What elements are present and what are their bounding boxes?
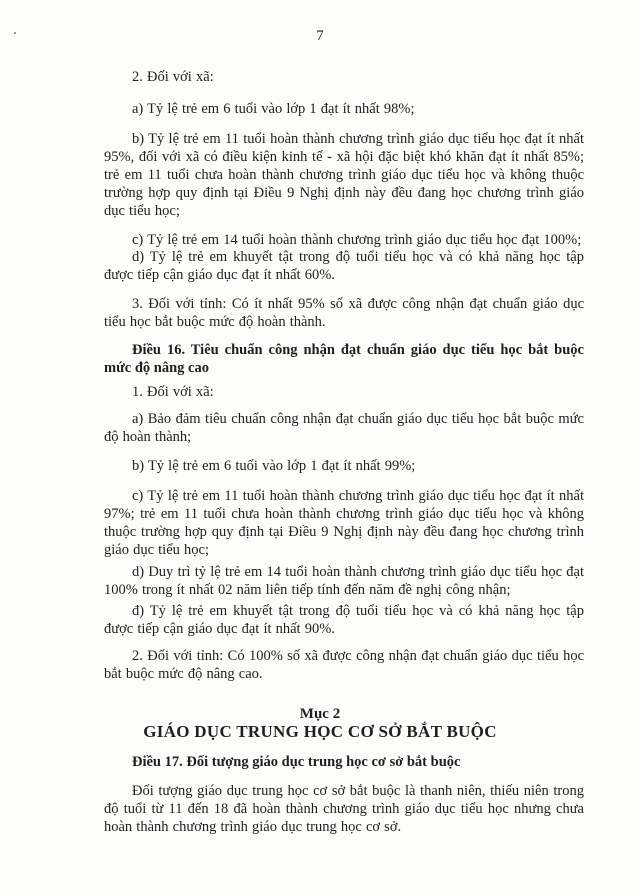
paragraph-doi-voi-xa: 2. Đối với xã: [132, 69, 214, 85]
paragraph-dd-2: đ) Tỷ lệ trẻ em khuyết tật trong độ tuổi tiểu học và có khả năng học tập được tiếp cận giáo dục đạt ít nhất 90%. [104, 603, 584, 637]
paragraph-2-doi-voi-tinh: 2. Đối với tỉnh: Có 100% số xã được công nhận đạt chuẩn giáo dục tiểu học bắt buộc mức độ nâng cao. [104, 648, 584, 682]
article-16-heading: Điều 16. Tiêu chuẩn công nhận đạt chuẩn giáo dục tiểu học bắt buộc mức độ nâng cao [104, 342, 584, 376]
paragraph-doi-voi-tinh: 3. Đối với tỉnh: Có ít nhất 95% số xã được công nhận đạt chuẩn giáo dục tiểu học bắt buộc mức độ hoàn thành. [104, 296, 584, 330]
paragraph-b: b) Tỷ lệ trẻ em 11 tuổi hoàn thành chương trình giáo dục tiểu học đạt ít nhất 95%, đối với xã có điều kiện kinh tế - xã hội đặc biệt khó khăn đạt ít nhất 85%; trẻ em 11 tuổi chưa hoàn thành chương trình giáo dục tiểu học và không thuộc trường hợp quy định tại Điều 9 Nghị định này đều đang học chương trình giáo dục tiểu học; [104, 131, 584, 219]
section-label: Mục 2 [299, 706, 341, 722]
article-17-heading: Điều 17. Đối tượng giáo dục trung học cơ sở bắt buộc [132, 754, 461, 770]
paragraph-d-2: d) Duy trì tỷ lệ trẻ em 14 tuổi hoàn thành chương trình giáo dục tiểu học đạt 100% trong ít nhất 02 năm liên tiếp tính đến năm đề nghị công nhận; [104, 564, 584, 598]
paragraph-1-doi-voi-xa: 1. Đối với xã: [132, 384, 214, 400]
paragraph-a: a) Tỷ lệ trẻ em 6 tuổi vào lớp 1 đạt ít nhất 98%; [132, 101, 415, 117]
paragraph-d: d) Tỷ lệ trẻ em khuyết tật trong độ tuổi tiểu học và có khả năng học tập được tiếp cận giáo dục đạt ít nhất 60%. [104, 249, 584, 283]
page-number: 7 [316, 28, 324, 44]
paragraph-doi-tuong: Đối tượng giáo dục trung học cơ sở bắt buộc là thanh niên, thiếu niên trong độ tuổi từ 11 đến 18 đã hoàn thành chương trình giáo dục tiểu học nhưng chưa hoàn thành chương trình giáo dục trung học cơ sở. [104, 783, 584, 835]
paragraph-c: c) Tỷ lệ trẻ em 14 tuổi hoàn thành chương trình giáo dục tiểu học đạt 100%; [132, 232, 582, 248]
paragraph-a-2: a) Bảo đảm tiêu chuẩn công nhận đạt chuẩn giáo dục tiểu học bắt buộc mức độ hoàn thành; [104, 411, 584, 445]
paragraph-c-2: c) Tỷ lệ trẻ em 11 tuổi hoàn thành chương trình giáo dục tiểu học đạt ít nhất 97%; trẻ em 11 tuổi chưa hoàn thành chương trình giáo dục tiểu học và không thuộc trường hợp quy định tại Điều 9 Nghị định này đều đang học chương trình giáo dục tiểu học; [104, 488, 584, 558]
section-title: GIÁO DỤC TRUNG HỌC CƠ SỞ BẮT BUỘC [143, 722, 497, 741]
paragraph-b-2: b) Tỷ lệ trẻ em 6 tuổi vào lớp 1 đạt ít nhất 99%; [132, 458, 416, 474]
